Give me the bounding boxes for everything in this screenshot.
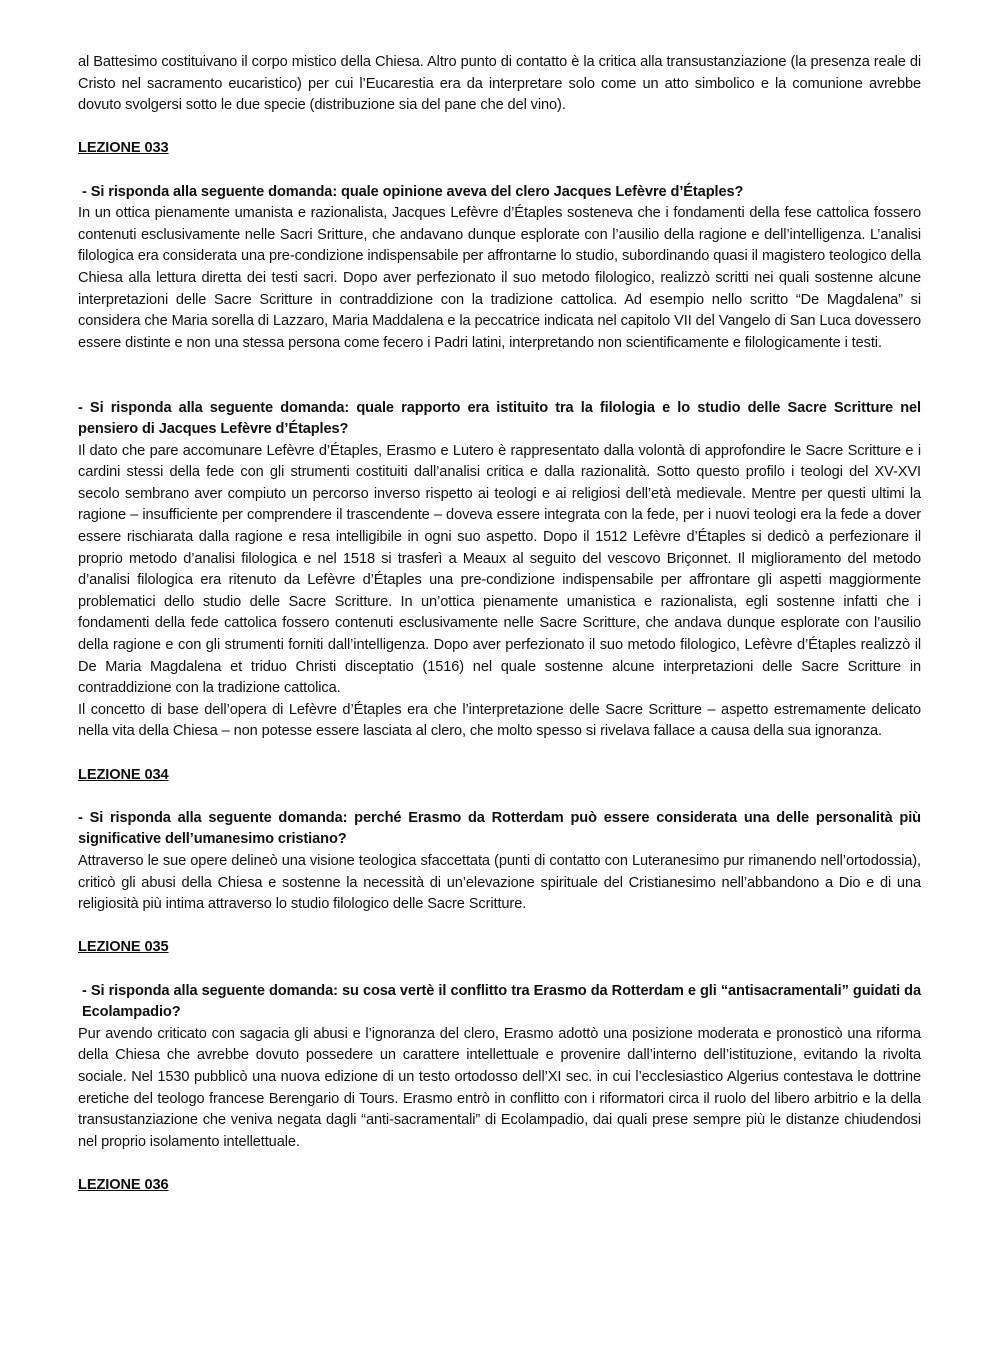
lesson-heading: LEZIONE 036	[78, 1176, 169, 1193]
lesson-section-035	[78, 937, 921, 1153]
question-text: - Si risponda alla seguente domanda: perché Erasmo da Rotterdam può essere considerata una delle personalità più significative dell’umanesimo cristiano?	[78, 809, 921, 848]
lesson-heading: LEZIONE 035	[78, 939, 169, 956]
question-text: - Si risponda alla seguente domanda: quale rapporto era istituito tra la filologia e lo studio delle Sacre Scritture nel pensiero di Jacques Lefèvre d’Étaples?	[78, 399, 921, 438]
lesson-section-036	[78, 1175, 921, 1197]
answer-text: Pur avendo criticato con sagacia gli abusi e l’ignoranza del clero, Erasmo adottò una posizione moderata e pronosticò una riforma della Chiesa che avrebbe dovuto possedere un carattere intellettuale e provenire dall’interno dell’istituzione, evitando la rivolta sociale. Nel 1530 pubblicò una nuova edizione di un testo ortodosso dell’XI sec. in cui l’ecclesiastico Algerius contestava le dottrine eretiche del teologo francese Berengario di Tours. Erasmo entrò in conflitto con i riformatori circa il ruolo del libero arbitrio e la della transustanziazione che veniva negata dagli “anti-sacramentali” di Ecolampadio, dai quali prese sempre più le distanze chiudendosi nel proprio isolamento intellettuale.	[78, 1025, 921, 1150]
intro-paragraph: al Battesimo costituivano il corpo mistico della Chiesa. Altro punto di contatto è la critica alla transustanziazione (la presenza reale di Cristo nel sacramento eucaristico) per cui l’Eucarestia era da interpretare solo come un atto simbolico e la comunione avrebbe dovuto svolgersi sotto le due specie (distribuzione sia del pane che del vino).	[78, 54, 921, 114]
answer-text: Il concetto di base dell’opera di Lefèvre d’Étaples era che l’interpretazione delle Sacre Scritture – aspetto estremamente delicato nella vita della Chiesa – non potesse essere lasciata al clero, che molto spesso si rivelava fallace a causa della sua ignoranza.	[78, 701, 921, 740]
lesson-heading: LEZIONE 034	[78, 766, 169, 783]
lesson-section-033	[78, 138, 921, 743]
question-text: - Si risponda alla seguente domanda: quale opinione aveva del clero Jacques Lefèvre d’Étaples?	[82, 183, 744, 200]
lesson-section-034	[78, 765, 921, 916]
answer-text: Il dato che pare accomunare Lefèvre d’Étaples, Erasmo e Lutero è rappresentato dalla volontà di approfondire le Sacre Scritture e i cardini stessi della fede con gli strumenti costituiti dall’analisi critica e dalla razionalità. Sotto questo profilo i teologi del XV-XVI secolo sembrano aver compiuto un percorso inverso rispetto ai teologi e ai religiosi dell’età medievale. Mentre per questi ultimi la ragione – insufficiente per comprendere il trascendente – doveva essere integrata con la fede, per i nuovi teologi era la fede a dover essere rischiarata dalla ragione e resa intelligibile in ogni suo aspetto. Dopo il 1512 Lefèvre d’Étaples si dedicò a perfezionare il proprio metodo d’analisi filologica e nel 1518 si trasferì a Meaux al seguito del vescovo Briçonnet. Il miglioramento del metodo d’analisi filologica era ritenuto da Lefèvre d’Étaples una pre-condizione indispensabile per affrontare gli aspetti maggiormente problematici dello studio delle Sacre Scritture. In un’ottica pienamente umanistica e razionalista, egli sostenne infatti che i fondamenti della fede cattolica fossero contenuti esclusivamente nelle Sacre Scritture, che andava dunque esplorate con l’ausilio della ragione e con gli strumenti forniti dall’intelligenza. Dopo aver perfezionato il suo metodo filologico, Lefèvre d’Étaples realizzò il De Maria Magdalena et triduo Christi disceptatio (1516) nel quale sostenne alcune interpretazioni delle Sacre Scritture in contraddizione con la tradizione cattolica.	[78, 442, 921, 697]
question-text: - Si risponda alla seguente domanda: su cosa vertè il conflitto tra Erasmo da Rotterdam e gli “antisacramentali” guidati da Ecolampadio?	[82, 982, 921, 1021]
answer-text: In un ottica pienamente umanista e razionalista, Jacques Lefèvre d’Étaples sosteneva che i fondamenti della fese cattolica fossero contenuti esclusivamente nelle Sacri Sritture, che andavano dunque esplorate con l’ausilio della ragione e dell’intelligenza. L’analisi filologica era considerata una pre-condizione indispensabile per affrontarne lo studio, subordinando quasi il magistero teologico della Chiesa alla lettura diretta dei testi sacri. Dopo aver perfezionato il suo metodo filologico, realizzò scritti nei quali sostenne alcune interpretazioni delle Sacre Scritture in contraddizione con la tradizione cattolica. Ad esempio nello scritto “De Magdalena” si considera che Maria sorella di Lazzaro, Maria Maddalena e la peccatrice indicata nel capitolo VII del Vangelo di San Luca dovessero essere distinte e non una stessa persona come fecero i Padri latini, interpretando non scientificamente e filologicamente i testi.	[78, 205, 921, 351]
answer-text: Attraverso le sue opere delineò una visione teologica sfaccettata (punti di contatto con Luteranesimo pur rimanendo nell’ortodossia), criticò gli abusi della Chiesa e sostenne la necessità di un’elevazione spirituale del Cristianesimo nell’abbandono a Dio e di una religiosità più intima attraverso lo studio filologico delle Sacre Scritture.	[78, 852, 921, 913]
document-page	[78, 52, 921, 1196]
lesson-heading: LEZIONE 033	[78, 140, 169, 157]
